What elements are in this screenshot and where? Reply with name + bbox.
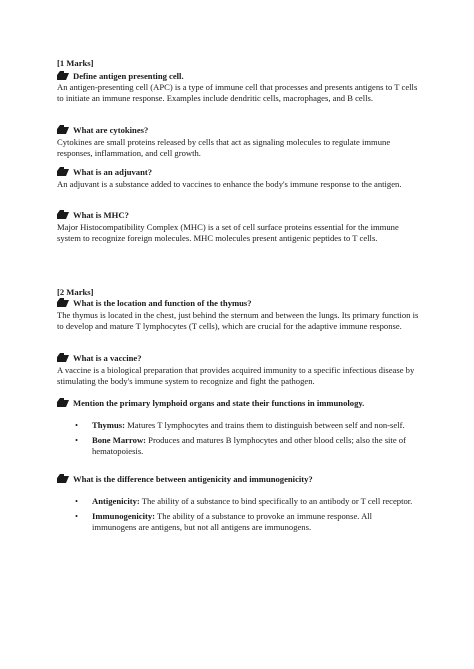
list-item — [75, 420, 417, 431]
question-4: What is MHC? — [57, 210, 129, 222]
list-item — [75, 496, 417, 507]
question-6: What is a vaccine? — [57, 353, 142, 365]
pin-icon — [57, 167, 69, 179]
list-item-term: Thymus: — [92, 420, 125, 430]
question-8: What is the difference between antigenicity and immunogenicity? — [57, 474, 313, 486]
list-item-term: Bone Marrow: — [92, 435, 147, 446]
answer-3: An adjuvant is a substance added to vaccines to enhance the body's immune response to the antigen. — [57, 179, 402, 189]
bullet-icon: • — [75, 420, 79, 430]
pin-icon — [57, 474, 69, 486]
question-1: Define antigen presenting cell. — [57, 71, 184, 83]
answer-2: Cytokines are small proteins released by cells that act as signaling molecules to regulate immune responses, inflammation, and cell growth. — [57, 137, 391, 159]
list-item-text: The ability of a substance to bind specifically to an antibody or T cell receptor. — [139, 496, 413, 506]
answer-4: Major Histocompatibility Complex (MHC) is a set of cell surface proteins essential for the immune system to recognize foreign molecules. MHC molecules present antigenic peptides to T cells. — [57, 222, 399, 244]
list-item — [75, 511, 417, 533]
pin-icon — [57, 125, 69, 137]
pin-icon — [57, 210, 69, 222]
question-3: What is an adjuvant? — [57, 167, 152, 179]
bullet-icon: • — [75, 496, 79, 506]
list-item-term: Antigenicity: — [92, 496, 140, 506]
list-item-term: Immunogenicity: — [92, 511, 156, 522]
list-item-text: Produces and matures B lymphocytes and other blood cells; also the site of hematopoiesis. — [92, 435, 406, 457]
pin-icon — [57, 398, 69, 410]
antigenicity-list — [75, 496, 417, 538]
list-item-text: The ability of a substance to provoke an immune response. All immunogens are antigens, but not all antigens are immunogens. — [92, 511, 373, 533]
bullet-icon: • — [75, 511, 79, 522]
answer-6: A vaccine is a biological preparation that provides acquired immunity to a specific infectious disease by stimulating the body's immune system to recognize and fight the pathogen. — [57, 365, 415, 387]
section-heading-2-marks: [2 Marks] — [57, 287, 94, 297]
bullet-icon: • — [75, 435, 79, 446]
list-item — [75, 435, 417, 457]
lymphoid-organs-list — [75, 420, 417, 462]
section-heading-1-marks: [1 Marks] — [57, 58, 94, 68]
pin-icon — [57, 298, 69, 310]
question-7: Mention the primary lymphoid organs and state their functions in immunology. — [57, 398, 364, 410]
answer-5: The thymus is located in the chest, just behind the sternum and between the lungs. Its primary function is to develop and mature T lymphocytes (T cells), which are crucial for the adaptive immune response. — [57, 310, 419, 332]
list-item-text: Matures T lymphocytes and trains them to distinguish between self and non-self. — [124, 420, 405, 430]
answer-1: An antigen-presenting cell (APC) is a type of immune cell that processes and presents antigens to T cells to initiate an immune response. Examples include dendritic cells, macrophages, and B cells. — [57, 82, 418, 104]
question-5: What is the location and function of the thymus? — [57, 298, 252, 310]
question-2: What are cytokines? — [57, 125, 148, 137]
pin-icon — [57, 353, 69, 365]
